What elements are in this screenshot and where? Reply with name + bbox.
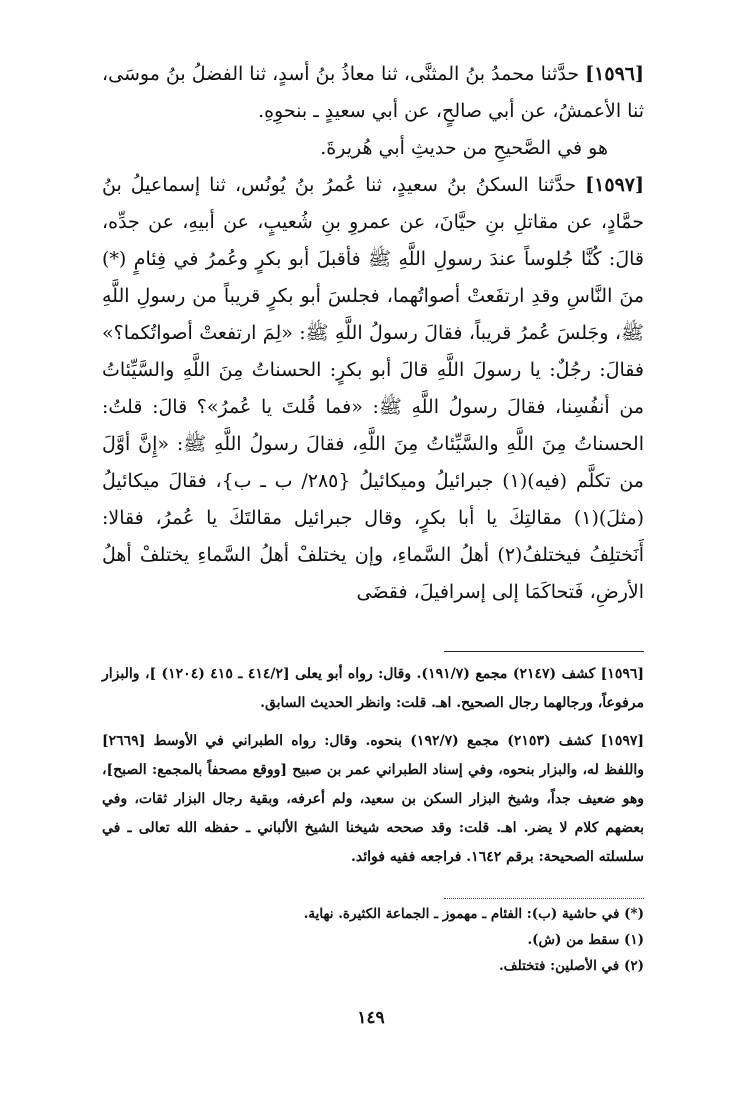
hadith-number: [١٥٩٧] [585,174,644,196]
margin-notes [102,901,644,979]
footnote-1596: [١٥٩٦] كشف (٢١٤٧) مجمع (١٩١/٧). وقال: رواه أبو يعلى [٤١٤/٢ ـ ٤١٥ (١٢٠٤) ]، والبزار مرفوعاً، ورجالهما رجال الصحيح. اهـ. قلت: وانظر الحديث السابق. [102,666,644,711]
dotted-divider [444,898,644,899]
note-star: (*) في حاشية (ب): الفئام ـ مهموز ـ الجماعة الكثيرة. نهاية. [303,906,644,922]
footnote-1597: [١٥٩٧] كشف (٢١٥٣) مجمع (١٩٢/٧) بنحوه. وقال: رواه الطبراني في الأوسط [٢٦٦٩] واللفظ له، والبزار بنحوه، وفي إسناد الطبراني عمر بن صبيح [ووقع مصحفاً بالمجمع: الصبح]، وهو ضعيف جداً، وشيخ البزار السكن بن سعيد، ولم أعرفه، وبقية رجال البزار ثقات، وفي بعضهم كلام لا يضر. اهـ. قلت: وقد صححه شيخنا الشيخ الألباني ـ حفظه الله تعالى ـ في سلسلته الصحيحة: برقم ١٦٤٢. فراجعه ففيه فوائد. [102,733,644,865]
hadith-text: حدَّثنا محمدُ بنُ المثنَّى، ثنا معاذُ بنُ أسدٍ، ثنا الفضلُ بنُ موسَى، ثنا الأعمشُ، عن أبي صالحٍ، عن أبي سعيدٍ ـ بنحوِهِ. [102,63,644,122]
page-number: ١٤٩ [357,1008,385,1028]
note-1: (١) سقط من (ش). [527,932,644,948]
main-text [102,56,644,611]
hadith-number: [١٥٩٦] [585,63,644,85]
hadith-1596 [102,56,644,130]
sahih-note: هو في الصَّحيحِ من حديثِ أبي هُريرةَ. [320,137,608,159]
hadith-1597 [102,167,644,611]
takhrij-footnotes [102,660,644,872]
hadith-text: حدَّثنا السكنُ بنُ سعيدٍ، ثنا عُمرُ بنُ يُونُس، ثنا إسماعيلُ بنُ حمَّادٍ، عن مقاتلِ بنِ حيَّانَ، عن عمروِ بنِ شُعيبٍ، عن أبيهِ، عن جدِّه، قالَ: كُنَّا جُلوساً عندَ رسولِ اللَّهِ ﷺ فأقبلَ أبو بكرٍ وعُمرُ في فِئامٍ (*) منَ النَّاسِ وقدِ ارتفَعتْ أصواتُهما، فجلسَ أبو بكرٍ قريباً من رسولِ اللَّهِ ﷺ، وجَلسَ عُمرُ قريباً، فقالَ رسولُ اللَّهِ ﷺ: «لِمَ ارتفعتْ أصواتُكما؟» فقالَ: رجُلٌ: يا رسولَ اللَّهِ قالَ أبو بكرٍ: الحسناتُ مِنَ اللَّهِ والسَّيِّئاتُ من أنفُسِنا، فقالَ رسولُ اللَّهِ ﷺ: «فما قُلتَ يا عُمرُ»؟ قالَ: قلتُ: الحسناتُ مِنَ اللَّهِ والسَّيِّئاتُ مِنَ اللَّهِ، فقالَ رسولُ اللَّهِ ﷺ: «إِنَّ أوَّلَ من تكلَّم (فيه)(١) جبرائيلُ وميكائيلُ {٢٨٥/ ب ـ ب}، فقالَ ميكائيلُ (مثلَ)(١) مقالتِكَ يا أبا بكرٍ، وقال جبرائيل مقالتَكَ يا عُمرُ، فقالا: أَنَختلِفُ فيختلفُ(٢) أهلُ السَّماءِ، وإن يختلفْ أهلُ السَّماءِ يختلفْ أهلُ الأرضِ، فَتحاكَمَا إلى إسرافيلَ، فقضَى [102,174,644,603]
footnote-divider [444,651,644,652]
note-2: (٢) في الأصلين: فتختلف. [498,958,644,974]
